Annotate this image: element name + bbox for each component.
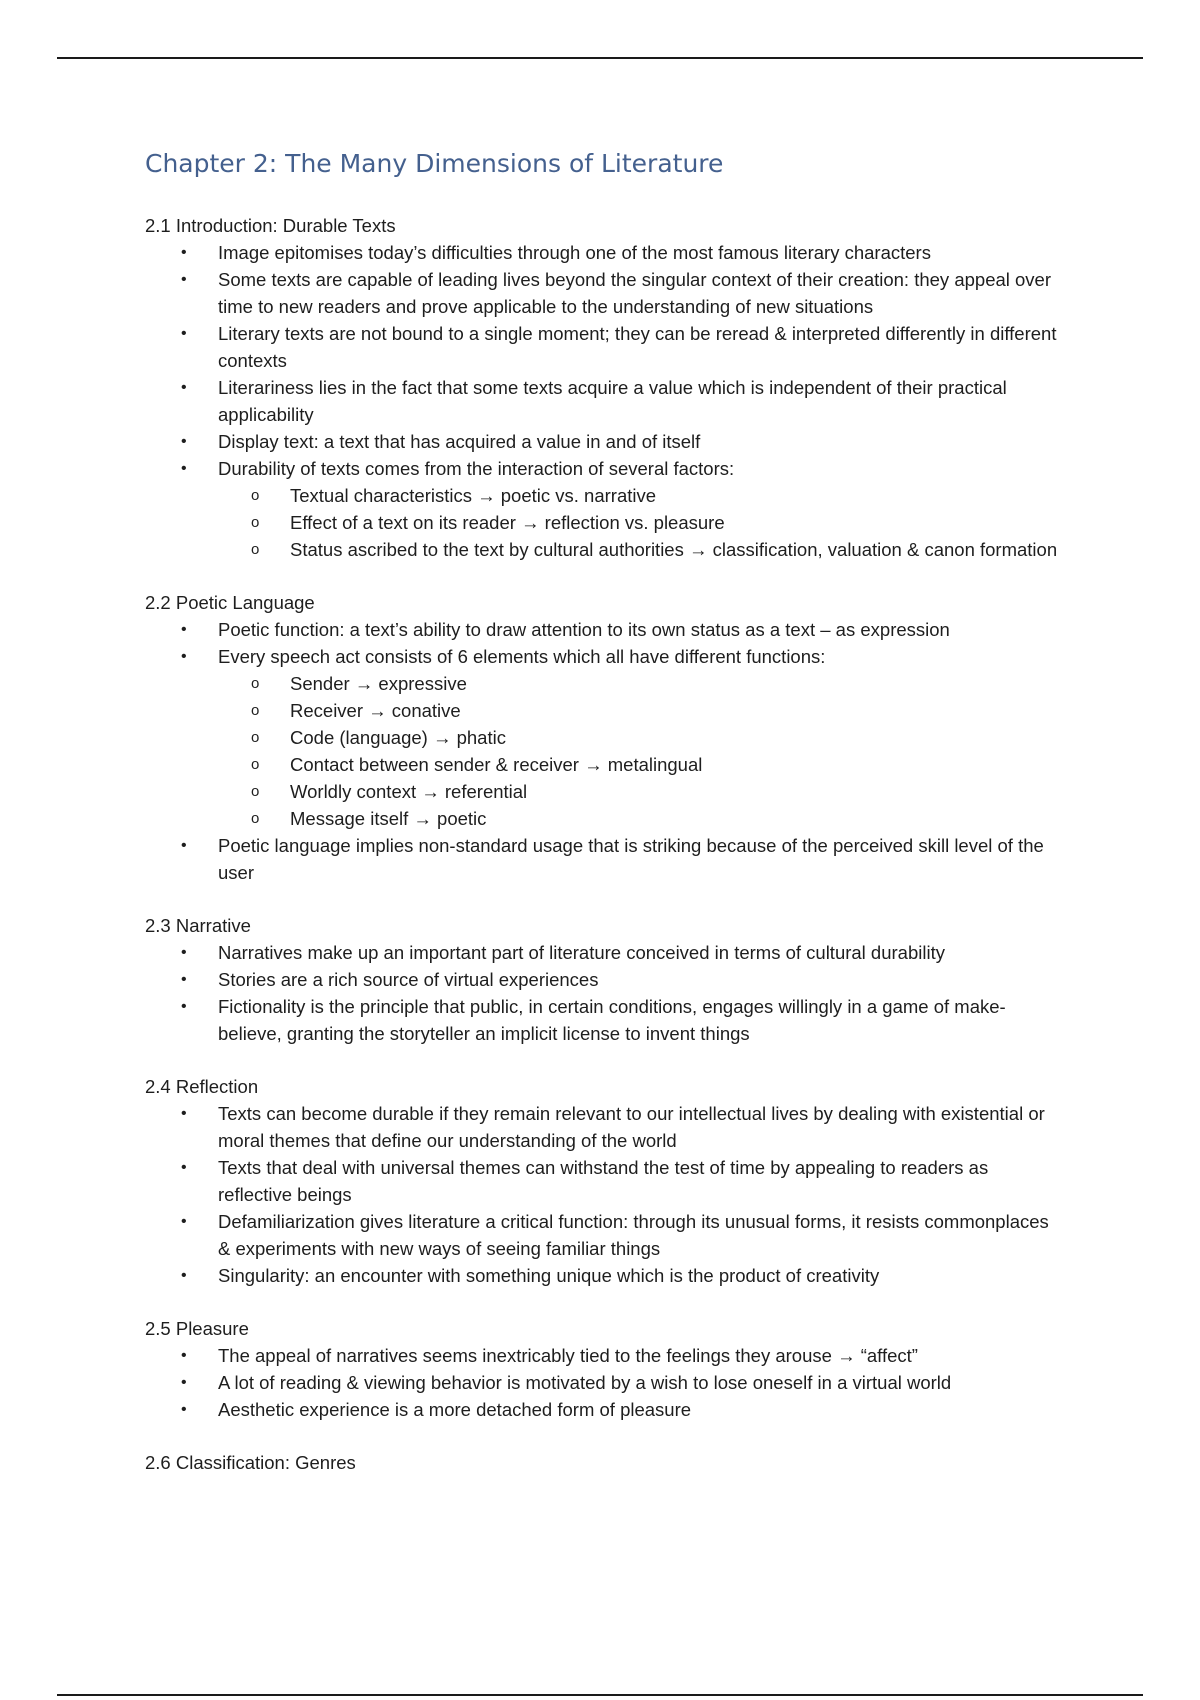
list-item-text: Singularity: an encounter with something unique which is the product of creativity bbox=[218, 1265, 880, 1286]
sub-list-item-text: Code (language) → phatic bbox=[290, 727, 506, 748]
sub-list-item-text: Sender → expressive bbox=[290, 673, 467, 694]
chapter-title: Chapter 2: The Many Dimensions of Literature bbox=[145, 149, 724, 178]
sub-bullet-marker: o bbox=[251, 702, 260, 719]
list-item bbox=[145, 1342, 1065, 1369]
section-heading: 2.3 Narrative bbox=[145, 915, 251, 936]
list-item-text: Narratives make up an important part of literature conceived in terms of cultural durability bbox=[218, 942, 945, 963]
footer-rule bbox=[57, 1694, 1143, 1696]
sub-bullet-marker: o bbox=[251, 514, 260, 531]
bullet-marker: • bbox=[181, 621, 187, 638]
bullet-list bbox=[145, 616, 1065, 886]
sub-list-item bbox=[217, 724, 1065, 751]
section bbox=[145, 1315, 1065, 1423]
list-item bbox=[145, 1100, 1065, 1154]
list-item-text: Some texts are capable of leading lives beyond the singular context of their creation: they appeal over time to new readers and prove applicable to the understanding of new situations bbox=[218, 269, 1052, 317]
list-item-text: Durability of texts comes from the interaction of several factors: bbox=[218, 458, 735, 479]
sub-list bbox=[218, 670, 1065, 832]
sub-list bbox=[218, 482, 1065, 563]
bullet-marker: • bbox=[181, 433, 187, 450]
section bbox=[145, 589, 1065, 886]
section-heading: 2.2 Poetic Language bbox=[145, 592, 315, 613]
section-heading: 2.4 Reflection bbox=[145, 1076, 259, 1097]
sections-container bbox=[145, 212, 1065, 1476]
sub-list-item bbox=[217, 751, 1065, 778]
bullet-marker: • bbox=[181, 1374, 187, 1391]
bullet-marker: • bbox=[181, 1347, 187, 1364]
bullet-list bbox=[145, 239, 1065, 563]
sub-list-item-text: Effect of a text on its reader → reflection vs. pleasure bbox=[290, 512, 725, 533]
bullet-list bbox=[145, 1342, 1065, 1423]
header-rule bbox=[57, 57, 1143, 59]
sub-list-item bbox=[217, 778, 1065, 805]
section-heading: 2.6 Classification: Genres bbox=[145, 1452, 356, 1473]
list-item-text: Texts that deal with universal themes can withstand the test of time by appealing to readers as reflective beings bbox=[218, 1157, 989, 1205]
sub-list-item bbox=[217, 482, 1065, 509]
list-item bbox=[145, 1154, 1065, 1208]
section bbox=[145, 912, 1065, 1047]
list-item bbox=[145, 1396, 1065, 1423]
bullet-marker: • bbox=[181, 460, 187, 477]
list-item bbox=[145, 616, 1065, 643]
bullet-marker: • bbox=[181, 944, 187, 961]
sub-list-item-text: Message itself → poetic bbox=[290, 808, 487, 829]
sub-bullet-marker: o bbox=[251, 729, 260, 746]
list-item-text: Defamiliarization gives literature a critical function: through its unusual forms, it resists commonplaces & experiments with new ways of seeing familiar things bbox=[218, 1211, 1049, 1259]
bullet-marker: • bbox=[181, 971, 187, 988]
list-item bbox=[145, 239, 1065, 266]
sub-bullet-marker: o bbox=[251, 783, 260, 800]
list-item bbox=[145, 320, 1065, 374]
list-item bbox=[145, 374, 1065, 428]
list-item-text: Literary texts are not bound to a single moment; they can be reread & interpreted differently in different contexts bbox=[218, 323, 1057, 371]
list-item bbox=[145, 832, 1065, 886]
sub-bullet-marker: o bbox=[251, 756, 260, 773]
list-item-text: Image epitomises today’s difficulties through one of the most famous literary characters bbox=[218, 242, 931, 263]
list-item bbox=[145, 428, 1065, 455]
bullet-marker: • bbox=[181, 998, 187, 1015]
list-item-text: Poetic language implies non-standard usage that is striking because of the perceived skill level of the user bbox=[218, 835, 1044, 883]
sub-list-item-text: Status ascribed to the text by cultural authorities → classification, valuation & canon formation bbox=[290, 539, 1058, 560]
section bbox=[145, 1449, 1065, 1476]
sub-list-item-text: Contact between sender & receiver → metalingual bbox=[290, 754, 703, 775]
bullet-marker: • bbox=[181, 1105, 187, 1122]
sub-list-item-text: Receiver → conative bbox=[290, 700, 461, 721]
bullet-marker: • bbox=[181, 244, 187, 261]
list-item-text: Poetic function: a text’s ability to draw attention to its own status as a text – as expression bbox=[218, 619, 950, 640]
sub-list-item-text: Worldly context → referential bbox=[290, 781, 528, 802]
section bbox=[145, 1073, 1065, 1289]
section-heading: 2.5 Pleasure bbox=[145, 1318, 249, 1339]
list-item-text: Fictionality is the principle that public, in certain conditions, engages willingly in a game of make-believe, granting the storyteller an implicit license to invent things bbox=[218, 996, 1006, 1044]
list-item-text: Every speech act consists of 6 elements which all have different functions: bbox=[218, 646, 826, 667]
list-item bbox=[145, 966, 1065, 993]
bullet-marker: • bbox=[181, 271, 187, 288]
sub-list-item-text: Textual characteristics → poetic vs. narrative bbox=[290, 485, 657, 506]
bullet-marker: • bbox=[181, 648, 187, 665]
sub-list-item bbox=[217, 670, 1065, 697]
sub-bullet-marker: o bbox=[251, 541, 260, 558]
sub-list-item bbox=[217, 805, 1065, 832]
sub-list-item bbox=[217, 697, 1065, 724]
sub-bullet-marker: o bbox=[251, 487, 260, 504]
list-item-text: Literariness lies in the fact that some texts acquire a value which is independent of their practical applicability bbox=[218, 377, 1007, 425]
bullet-list bbox=[145, 939, 1065, 1047]
list-item-text: Display text: a text that has acquired a value in and of itself bbox=[218, 431, 701, 452]
bullet-marker: • bbox=[181, 325, 187, 342]
list-item-text: Stories are a rich source of virtual experiences bbox=[218, 969, 599, 990]
bullet-marker: • bbox=[181, 1213, 187, 1230]
bullet-marker: • bbox=[181, 1267, 187, 1284]
sub-bullet-marker: o bbox=[251, 675, 260, 692]
list-item bbox=[145, 1369, 1065, 1396]
list-item bbox=[145, 1208, 1065, 1262]
list-item bbox=[145, 266, 1065, 320]
section bbox=[145, 212, 1065, 563]
bullet-marker: • bbox=[181, 1401, 187, 1418]
sub-list-item bbox=[217, 536, 1065, 563]
bullet-marker: • bbox=[181, 379, 187, 396]
list-item bbox=[145, 1262, 1065, 1289]
list-item bbox=[145, 643, 1065, 832]
bullet-marker: • bbox=[181, 837, 187, 854]
list-item-text: A lot of reading & viewing behavior is motivated by a wish to lose oneself in a virtual world bbox=[218, 1372, 952, 1393]
list-item bbox=[145, 455, 1065, 563]
section-heading: 2.1 Introduction: Durable Texts bbox=[145, 215, 396, 236]
list-item-text: Texts can become durable if they remain relevant to our intellectual lives by dealing with existential or moral themes that define our understanding of the world bbox=[218, 1103, 1045, 1151]
bullet-list bbox=[145, 1100, 1065, 1289]
list-item bbox=[145, 993, 1065, 1047]
sub-bullet-marker: o bbox=[251, 810, 260, 827]
sub-list-item bbox=[217, 509, 1065, 536]
bullet-marker: • bbox=[181, 1159, 187, 1176]
list-item-text: Aesthetic experience is a more detached form of pleasure bbox=[218, 1399, 692, 1420]
document-body bbox=[145, 146, 1065, 1502]
list-item bbox=[145, 939, 1065, 966]
list-item-text: The appeal of narratives seems inextricably tied to the feelings they arouse → “affect” bbox=[218, 1345, 918, 1366]
